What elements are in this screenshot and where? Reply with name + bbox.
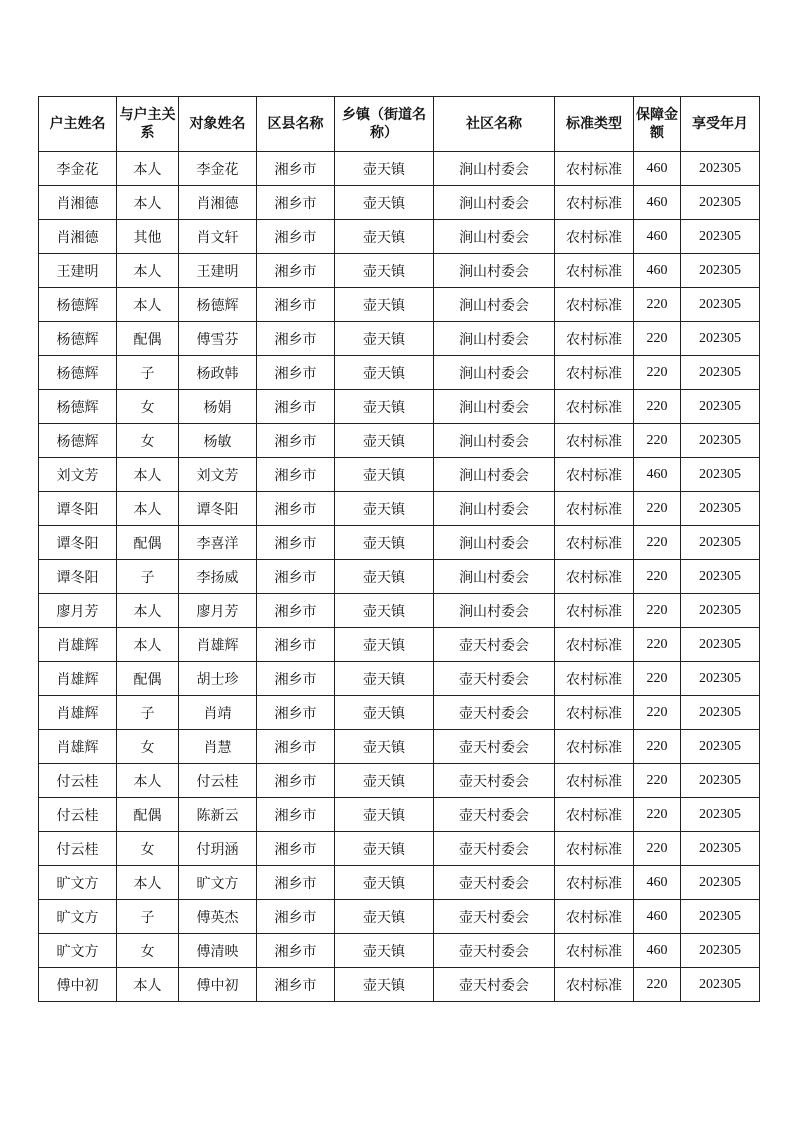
community-cell: 壶天村委会 [434,628,555,662]
county-cell: 湘乡市 [257,798,335,832]
table-row [39,458,760,492]
county-cell: 湘乡市 [257,526,335,560]
relationship-cell: 女 [117,390,179,424]
recipient-name-cell: 李金花 [179,152,257,186]
amount-cell: 460 [634,866,681,900]
township-cell: 壶天镇 [335,186,434,220]
community-cell: 涧山村委会 [434,424,555,458]
table-row [39,560,760,594]
amount-cell: 220 [634,968,681,1002]
header-township-name: 乡镇（街道名称） [335,97,434,152]
community-cell: 壶天村委会 [434,866,555,900]
township-cell: 壶天镇 [335,764,434,798]
householder-name-cell: 谭冬阳 [39,526,117,560]
benefit-month-cell: 202305 [681,560,760,594]
township-cell: 壶天镇 [335,866,434,900]
householder-name-cell: 谭冬阳 [39,492,117,526]
standard-type-cell: 农村标准 [555,696,634,730]
standard-type-cell: 农村标准 [555,356,634,390]
community-cell: 涧山村委会 [434,526,555,560]
county-cell: 湘乡市 [257,288,335,322]
community-cell: 壶天村委会 [434,764,555,798]
amount-cell: 220 [634,390,681,424]
amount-cell: 460 [634,186,681,220]
community-cell: 涧山村委会 [434,356,555,390]
standard-type-cell: 农村标准 [555,458,634,492]
recipient-name-cell: 胡士珍 [179,662,257,696]
householder-name-cell: 刘文芳 [39,458,117,492]
recipient-name-cell: 傅清映 [179,934,257,968]
relationship-cell: 本人 [117,254,179,288]
community-cell: 涧山村委会 [434,186,555,220]
standard-type-cell: 农村标准 [555,492,634,526]
standard-type-cell: 农村标准 [555,900,634,934]
benefit-month-cell: 202305 [681,628,760,662]
householder-name-cell: 旷文方 [39,900,117,934]
householder-name-cell: 付云桂 [39,764,117,798]
benefit-month-cell: 202305 [681,254,760,288]
township-cell: 壶天镇 [335,424,434,458]
relationship-cell: 女 [117,424,179,458]
householder-name-cell: 王建明 [39,254,117,288]
amount-cell: 460 [634,152,681,186]
amount-cell: 460 [634,934,681,968]
standard-type-cell: 农村标准 [555,526,634,560]
relationship-cell: 子 [117,900,179,934]
standard-type-cell: 农村标准 [555,628,634,662]
householder-name-cell: 肖雄辉 [39,628,117,662]
relationship-cell: 本人 [117,288,179,322]
relationship-cell: 子 [117,560,179,594]
county-cell: 湘乡市 [257,934,335,968]
assistance-recipients-table [38,96,760,1002]
table-row [39,832,760,866]
header-benefit-month: 享受年月 [681,97,760,152]
table-header-row [39,97,760,152]
recipient-name-cell: 刘文芳 [179,458,257,492]
householder-name-cell: 杨德辉 [39,390,117,424]
table-row [39,662,760,696]
householder-name-cell: 肖湘德 [39,186,117,220]
standard-type-cell: 农村标准 [555,764,634,798]
township-cell: 壶天镇 [335,696,434,730]
header-householder-name: 户主姓名 [39,97,117,152]
community-cell: 壶天村委会 [434,662,555,696]
recipient-name-cell: 李喜洋 [179,526,257,560]
community-cell: 壶天村委会 [434,900,555,934]
township-cell: 壶天镇 [335,900,434,934]
benefit-month-cell: 202305 [681,526,760,560]
benefit-month-cell: 202305 [681,730,760,764]
county-cell: 湘乡市 [257,662,335,696]
recipient-name-cell: 肖雄辉 [179,628,257,662]
community-cell: 壶天村委会 [434,696,555,730]
relationship-cell: 本人 [117,492,179,526]
householder-name-cell: 李金花 [39,152,117,186]
householder-name-cell: 傅中初 [39,968,117,1002]
township-cell: 壶天镇 [335,356,434,390]
recipient-name-cell: 付玥涵 [179,832,257,866]
recipient-name-cell: 付云桂 [179,764,257,798]
benefit-month-cell: 202305 [681,866,760,900]
recipient-name-cell: 肖湘德 [179,186,257,220]
benefit-month-cell: 202305 [681,832,760,866]
relationship-cell: 本人 [117,152,179,186]
county-cell: 湘乡市 [257,220,335,254]
householder-name-cell: 肖雄辉 [39,696,117,730]
county-cell: 湘乡市 [257,968,335,1002]
benefit-month-cell: 202305 [681,186,760,220]
amount-cell: 220 [634,662,681,696]
relationship-cell: 配偶 [117,798,179,832]
relationship-cell: 子 [117,696,179,730]
township-cell: 壶天镇 [335,254,434,288]
community-cell: 涧山村委会 [434,492,555,526]
county-cell: 湘乡市 [257,764,335,798]
standard-type-cell: 农村标准 [555,424,634,458]
standard-type-cell: 农村标准 [555,152,634,186]
benefit-month-cell: 202305 [681,288,760,322]
relationship-cell: 本人 [117,968,179,1002]
recipient-name-cell: 杨敏 [179,424,257,458]
recipient-name-cell: 廖月芳 [179,594,257,628]
standard-type-cell: 农村标准 [555,220,634,254]
standard-type-cell: 农村标准 [555,798,634,832]
relationship-cell: 本人 [117,458,179,492]
standard-type-cell: 农村标准 [555,390,634,424]
householder-name-cell: 肖湘德 [39,220,117,254]
table-row [39,900,760,934]
township-cell: 壶天镇 [335,322,434,356]
table-row [39,866,760,900]
standard-type-cell: 农村标准 [555,560,634,594]
benefit-month-cell: 202305 [681,356,760,390]
relationship-cell: 其他 [117,220,179,254]
county-cell: 湘乡市 [257,254,335,288]
township-cell: 壶天镇 [335,390,434,424]
relationship-cell: 配偶 [117,322,179,356]
township-cell: 壶天镇 [335,798,434,832]
community-cell: 涧山村委会 [434,220,555,254]
table-row [39,730,760,764]
header-benefit-amount: 保障金额 [634,97,681,152]
householder-name-cell: 杨德辉 [39,288,117,322]
benefit-month-cell: 202305 [681,492,760,526]
table-row [39,934,760,968]
table-row [39,152,760,186]
standard-type-cell: 农村标准 [555,288,634,322]
relationship-cell: 女 [117,934,179,968]
township-cell: 壶天镇 [335,288,434,322]
township-cell: 壶天镇 [335,220,434,254]
county-cell: 湘乡市 [257,594,335,628]
benefit-month-cell: 202305 [681,696,760,730]
table-row [39,628,760,662]
table-row [39,526,760,560]
township-cell: 壶天镇 [335,560,434,594]
county-cell: 湘乡市 [257,356,335,390]
amount-cell: 220 [634,764,681,798]
township-cell: 壶天镇 [335,968,434,1002]
township-cell: 壶天镇 [335,730,434,764]
table-row [39,594,760,628]
benefit-month-cell: 202305 [681,220,760,254]
amount-cell: 220 [634,526,681,560]
county-cell: 湘乡市 [257,900,335,934]
relationship-cell: 女 [117,730,179,764]
householder-name-cell: 廖月芳 [39,594,117,628]
community-cell: 壶天村委会 [434,730,555,764]
relationship-cell: 配偶 [117,526,179,560]
householder-name-cell: 付云桂 [39,798,117,832]
community-cell: 涧山村委会 [434,390,555,424]
relationship-cell: 女 [117,832,179,866]
township-cell: 壶天镇 [335,526,434,560]
amount-cell: 220 [634,798,681,832]
table-row [39,798,760,832]
table-row [39,322,760,356]
township-cell: 壶天镇 [335,628,434,662]
relationship-cell: 子 [117,356,179,390]
county-cell: 湘乡市 [257,424,335,458]
recipient-name-cell: 王建明 [179,254,257,288]
recipient-name-cell: 旷文方 [179,866,257,900]
relationship-cell: 本人 [117,866,179,900]
table-row [39,492,760,526]
county-cell: 湘乡市 [257,458,335,492]
recipient-name-cell: 傅雪芬 [179,322,257,356]
benefit-month-cell: 202305 [681,934,760,968]
amount-cell: 460 [634,220,681,254]
standard-type-cell: 农村标准 [555,594,634,628]
standard-type-cell: 农村标准 [555,934,634,968]
township-cell: 壶天镇 [335,152,434,186]
county-cell: 湘乡市 [257,696,335,730]
table-row [39,186,760,220]
county-cell: 湘乡市 [257,152,335,186]
community-cell: 涧山村委会 [434,152,555,186]
recipient-name-cell: 肖慧 [179,730,257,764]
community-cell: 壶天村委会 [434,832,555,866]
householder-name-cell: 谭冬阳 [39,560,117,594]
householder-name-cell: 付云桂 [39,832,117,866]
householder-name-cell: 旷文方 [39,934,117,968]
recipient-name-cell: 杨娟 [179,390,257,424]
amount-cell: 220 [634,628,681,662]
householder-name-cell: 杨德辉 [39,322,117,356]
table-row [39,254,760,288]
community-cell: 涧山村委会 [434,254,555,288]
householder-name-cell: 杨德辉 [39,424,117,458]
township-cell: 壶天镇 [335,934,434,968]
header-relationship: 与户主关系 [117,97,179,152]
table-row [39,968,760,1002]
table-row [39,356,760,390]
recipient-name-cell: 谭冬阳 [179,492,257,526]
amount-cell: 220 [634,356,681,390]
county-cell: 湘乡市 [257,730,335,764]
township-cell: 壶天镇 [335,594,434,628]
table-row [39,220,760,254]
community-cell: 涧山村委会 [434,560,555,594]
amount-cell: 220 [634,594,681,628]
standard-type-cell: 农村标准 [555,662,634,696]
community-cell: 涧山村委会 [434,288,555,322]
relationship-cell: 配偶 [117,662,179,696]
county-cell: 湘乡市 [257,832,335,866]
amount-cell: 220 [634,492,681,526]
table-row [39,696,760,730]
relationship-cell: 本人 [117,764,179,798]
amount-cell: 460 [634,458,681,492]
county-cell: 湘乡市 [257,866,335,900]
benefit-month-cell: 202305 [681,594,760,628]
benefit-month-cell: 202305 [681,900,760,934]
amount-cell: 220 [634,696,681,730]
county-cell: 湘乡市 [257,390,335,424]
benefit-month-cell: 202305 [681,764,760,798]
standard-type-cell: 农村标准 [555,730,634,764]
benefit-month-cell: 202305 [681,798,760,832]
county-cell: 湘乡市 [257,628,335,662]
township-cell: 壶天镇 [335,832,434,866]
table-body [39,152,760,1002]
table-row [39,764,760,798]
standard-type-cell: 农村标准 [555,322,634,356]
county-cell: 湘乡市 [257,492,335,526]
amount-cell: 220 [634,832,681,866]
township-cell: 壶天镇 [335,492,434,526]
community-cell: 涧山村委会 [434,322,555,356]
header-community-name: 社区名称 [434,97,555,152]
township-cell: 壶天镇 [335,458,434,492]
recipient-name-cell: 肖靖 [179,696,257,730]
amount-cell: 220 [634,424,681,458]
benefit-month-cell: 202305 [681,968,760,1002]
recipient-name-cell: 杨德辉 [179,288,257,322]
householder-name-cell: 旷文方 [39,866,117,900]
table-row [39,288,760,322]
community-cell: 涧山村委会 [434,594,555,628]
benefit-month-cell: 202305 [681,322,760,356]
amount-cell: 220 [634,288,681,322]
standard-type-cell: 农村标准 [555,832,634,866]
header-county-name: 区县名称 [257,97,335,152]
community-cell: 壶天村委会 [434,968,555,1002]
benefit-month-cell: 202305 [681,390,760,424]
benefit-month-cell: 202305 [681,662,760,696]
householder-name-cell: 肖雄辉 [39,730,117,764]
recipient-name-cell: 傅英杰 [179,900,257,934]
recipient-name-cell: 李扬威 [179,560,257,594]
amount-cell: 220 [634,560,681,594]
amount-cell: 460 [634,254,681,288]
township-cell: 壶天镇 [335,662,434,696]
assistance-table-container [38,96,759,1002]
householder-name-cell: 肖雄辉 [39,662,117,696]
recipient-name-cell: 杨政韩 [179,356,257,390]
benefit-month-cell: 202305 [681,152,760,186]
county-cell: 湘乡市 [257,322,335,356]
recipient-name-cell: 肖文轩 [179,220,257,254]
community-cell: 涧山村委会 [434,458,555,492]
header-recipient-name: 对象姓名 [179,97,257,152]
recipient-name-cell: 傅中初 [179,968,257,1002]
amount-cell: 460 [634,900,681,934]
benefit-month-cell: 202305 [681,424,760,458]
standard-type-cell: 农村标准 [555,186,634,220]
community-cell: 壶天村委会 [434,798,555,832]
county-cell: 湘乡市 [257,560,335,594]
table-row [39,424,760,458]
relationship-cell: 本人 [117,594,179,628]
county-cell: 湘乡市 [257,186,335,220]
community-cell: 壶天村委会 [434,934,555,968]
amount-cell: 220 [634,730,681,764]
standard-type-cell: 农村标准 [555,254,634,288]
relationship-cell: 本人 [117,628,179,662]
recipient-name-cell: 陈新云 [179,798,257,832]
householder-name-cell: 杨德辉 [39,356,117,390]
amount-cell: 220 [634,322,681,356]
standard-type-cell: 农村标准 [555,968,634,1002]
relationship-cell: 本人 [117,186,179,220]
benefit-month-cell: 202305 [681,458,760,492]
standard-type-cell: 农村标准 [555,866,634,900]
header-standard-type: 标准类型 [555,97,634,152]
table-row [39,390,760,424]
